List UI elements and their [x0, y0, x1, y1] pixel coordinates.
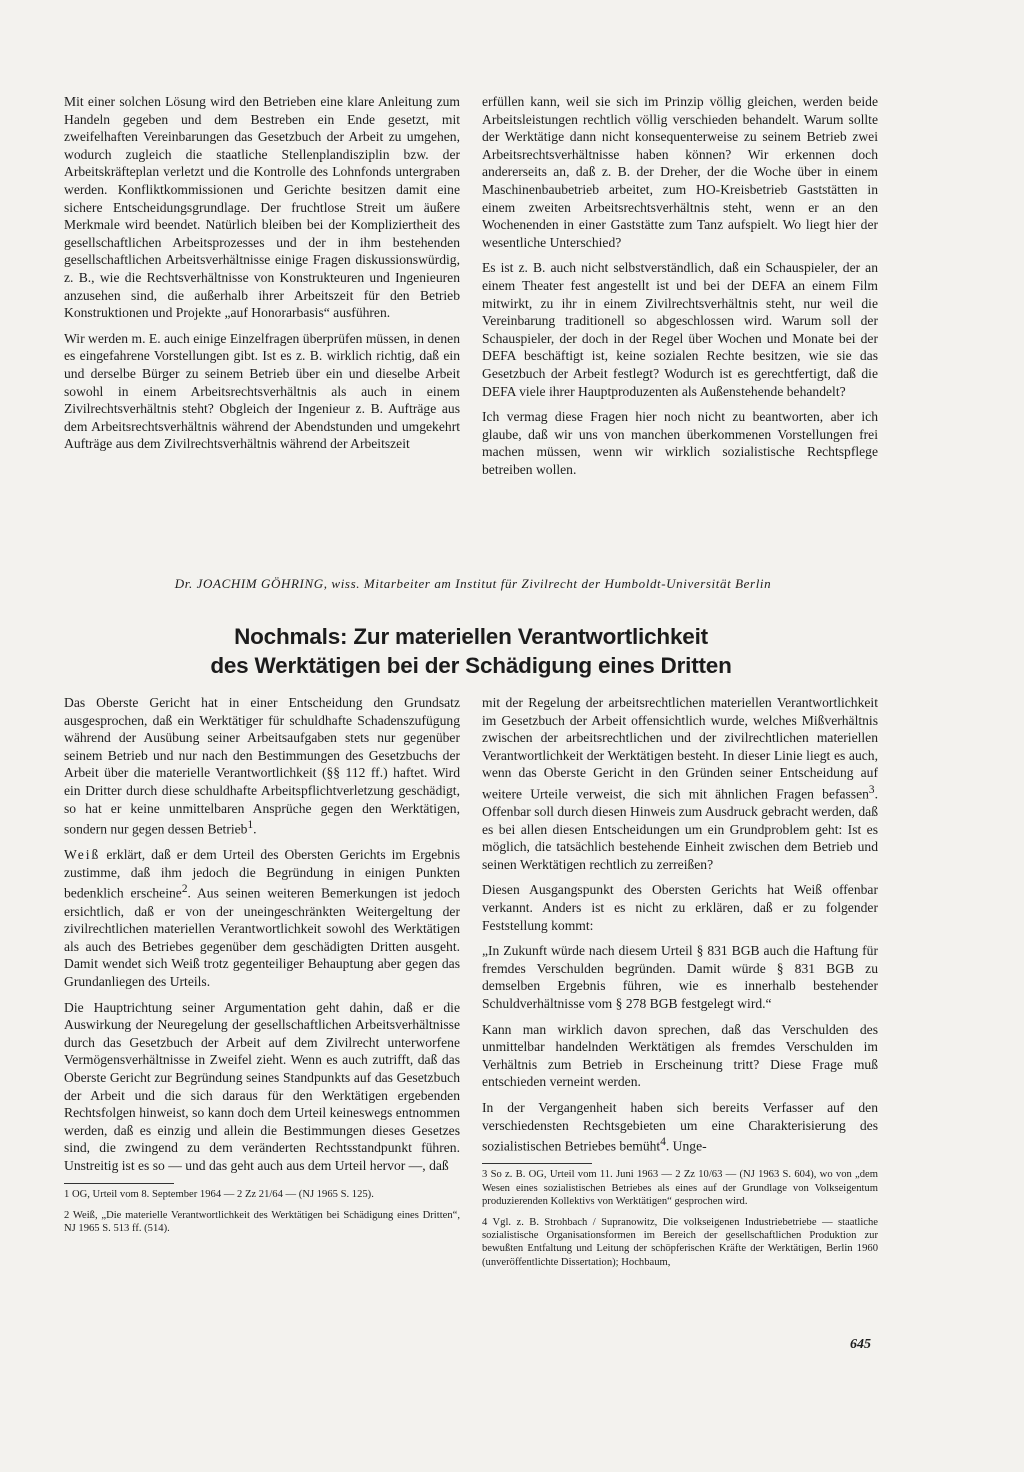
paragraph: Es ist z. B. auch nicht selbstverständlich, daß ein Schauspieler, der an einem Theater fest angestellt ist und bei der DEFA an einem Film mitwirkt, zu ihr in einem Zivilrechtsverhältnis steht, nur weil die Vereinbarung traditionell so abgeschlossen wird. Warum soll der Schauspieler, der doch in der Regel über Wochen und Monate bei der DEFA beschäftigt ist, keine sozialen Rechte besitzen, wie sie das Gesetzbuch der Arbeit festlegt? Wodurch ist es gerechtfertigt, daß die DEFA viele ihrer Hauptproduzenten als Außenstehende behandelt? — [482, 260, 878, 399]
page-number: 645 — [850, 1337, 871, 1352]
paragraph: Mit einer solchen Lösung wird den Betrieben eine klare Anleitung zum Handeln gegeben und dem Bestreben ein Ende gesetzt, mit zweifelhaften Vereinbarungen das Gesetzbuch der Arbeit zu umgehen, wodurch zugleich die staatliche Stellenplandisziplin bzw. der Arbeitskräfteplan verletzt und die Kontrolle des Lohnfonds untergraben werden. Konfliktkommissionen und Gerichte besitzen damit eine sichere Entscheidungsgrundlage. Der fruchtlose Streit um äußere Merkmale wird beendet. Natürlich bleiben bei der Kompliziertheit des gesellschaftlichen Arbeitsprozesses und der in ihm bestehenden gesellschaftlichen Arbeitsverhältnisse einige Fragen diskussionswürdig, z. B., wie die Rechtsverhältnisse von Konstrukteuren und Ingenieuren anzusehen sind, die außerhalb ihrer Arbeitszeit für den Betrieb Konstruktionen und Projekte „auf Honorarbasis“ ausführen. — [64, 94, 460, 321]
article-column-3 — [64, 694, 460, 1243]
article-column-4 — [482, 694, 878, 1277]
paragraph: Kann man wirklich davon sprechen, daß das Verschulden des unmittelbar handelnden Werktätigen als fremdes Verschulden im Verhältnis zum Betrieb in Erscheinung tritt? Diese Frage muß entschieden verneint werden. — [482, 1021, 878, 1090]
block-quote: „In Zukunft würde nach diesem Urteil § 831 BGB auch die Haftung für fremdes Verschulden begründen. Damit würde § 831 BGB zu demselben Ergebnis führen, wie es innerhalb bestehender Schuldverhältnisse vom § 278 BGB festgelegt wird.“ — [482, 943, 878, 1012]
footnote: 4 Vgl. z. B. Strohbach / Supranowitz, Die volkseigenen Industriebetriebe — staatliche sozialistische Organisationsformen im Bereich der gesellschaftlichen Produktion zur bewußten Entfaltung und Leitung der schöpferischen Kräfte der Werktätigen, Berlin 1960 (unveröffentlichte Dissertation); Hochbaum, — [482, 1216, 878, 1268]
title-line: des Werktätigen bei der Schädigung eines Dritten — [210, 653, 732, 678]
footnote-ref: 4 — [660, 1136, 666, 1149]
paragraph: Die Hauptrichtung seiner Argumentation geht dahin, daß er die Auswirkung der Neuregelung der gesellschaftlichen Arbeitsverhältnisse durch das Gesetzbuch der Arbeit auf dem Zivilrecht unterworfene Vermögensverhältnisse in Zweifel zieht. Wenn es auch zutrifft, daß das Oberste Gericht zur Begründung seines Standpunkts auf das Gesetzbuch der Arbeit und die sich daraus für den Werktätigen ergebenden Rechtsfolgen hinweist, so kann doch dem Urteil keineswegs entnommen werden, daß es einzig und allein die Bestimmungen dieses Gesetzes sind, die zwingend zu dem veränderten Rechtsstandpunkt führen. Unstreitig ist es so — und das geht auch aus dem Urteil hervor —, daß — [64, 999, 460, 1173]
author-name: Weiß — [64, 847, 101, 863]
footnote: 1 OG, Urteil vom 8. September 1964 — 2 Zz 21/64 — (NJ 1965 S. 125). — [64, 1188, 374, 1200]
paragraph: Ich vermag diese Fragen hier noch nicht zu beantworten, aber ich glaube, daß wir uns von manchen überkommenen Vorstellungen frei machen müssen, wenn wir wirklich sozialistische Rechtspflege betreiben wollen. — [482, 409, 878, 477]
footnote-ref: 1 — [247, 819, 254, 832]
article-title — [64, 622, 878, 680]
footnote-rule — [64, 1183, 174, 1184]
footnote-ref: 2 — [181, 883, 188, 896]
paragraph: In der Vergangenheit haben sich bereits Verfasser auf den verschiedensten Rechtsgebieten um eine Charakterisierung des sozialistischen Betriebes bemüht$^4$. Unge- — [482, 1100, 878, 1154]
paragraph: Wir werden m. E. auch einige Einzelfragen überprüfen müssen, in denen es eingefahrene Vorstellungen gibt. Ist es z. B. wirklich richtig, daß ein und derselbe Bürger zu seinem Betrieb über ein und dieselbe Arbeit sowohl in einem Arbeitsrechtsverhältnis als auch in einem Zivilrechtsverhältnis steht? Obgleich der Ingenieur z. B. Aufträge aus dem Arbeitsrechtsverhältnis während der Abendstunden und umgekehrt Aufträge aus dem Zivilrechtsverhältnis während der Arbeitszeit — [64, 330, 460, 452]
article-column-1 — [64, 93, 460, 461]
paragraph: Weiß erklärt, daß er dem Urteil des Obersten Gerichts im Ergebnis zustimme, daß ihm jedoch die Begründung in einigen Punkten bedenklich erscheine$^2$. Aus seinen weiteren Bemerkungen ist jedoch ersichtlich, daß er von der uneingeschränkten Weitergeltung der zivilrechtlichen materiellen Verantwortlichkeit sowohl des Werktätigen als auch des Betriebes gegenüber dem geschädigten Dritten ausgeht. Damit wendet sich Weiß trotz gegenteiliger Behauptung aber gegen das Grundanliegen des Urteils. — [64, 847, 460, 989]
paragraph: Das Oberste Gericht hat in einer Entscheidung den Grundsatz ausgesprochen, daß ein Werktätiger für schuldhafte Schadenszufügung während der Ausübung seiner Arbeitsaufgaben stets nur gegenüber seinem Betrieb und nur nach den Bestimmungen des Gesetzbuchs der Arbeit über die materielle Verantwortlichkeit (§§ 112 ff.) haftet. Wird ein Dritter durch diese schuldhafte Arbeitspflichtverletzung geschädigt, so hat er keine unmittelbaren Ansprüche gegen den Werktätigen, sondern nur gegen dessen Betrieb$^1$. — [64, 695, 460, 837]
title-line: Nochmals: Zur materiellen Verantwortlichkeit — [234, 624, 708, 649]
article-column-2 — [482, 93, 878, 486]
paragraph: mit der Regelung der arbeitsrechtlichen materiellen Verantwortlichkeit im Gesetzbuch der Arbeit offensichtlich wurde, welches Mißverhältnis zwischen der arbeitsrechtlichen und der zivilrechtlichen materiellen Verantwortlichkeit der Werktätigen besteht. In dieser Linie liegt es auch, wenn das Oberste Gericht in den Gründen seiner Entscheidung auf weitere Urteile verweist, die sich mit ähnlichen Fragen befassen$^3$. Offenbar soll durch diesen Hinweis zum Ausdruck gebracht werden, daß es bei allen diesen Entscheidungen um ein Grundproblem geht: Ist es möglich, die tatsächlich bestehende Einheit zwischen dem Betrieb und seinen Werktätigen rechtlich zu zerreißen? — [482, 695, 878, 872]
paragraph: Diesen Ausgangspunkt des Obersten Gerichts hat Weiß offenbar verkannt. Anders ist es nicht zu erklären, daß er zu folgender Feststellung kommt: — [482, 882, 878, 933]
paragraph: erfüllen kann, weil sie sich im Prinzip völlig gleichen, werden beide Arbeitsleistungen rechtlich völlig verschieden behandelt. Warum sollte der Werktätige dann nicht konsequenterweise zu seinem Betrieb zwei Arbeitsrechtsverhältnisse haben können? Wir erkennen doch andererseits an, daß z. B. der Dreher, der die Woche über in einem Maschinenbaubetrieb arbeitet, zum HO-Kreisbetrieb Gaststätten in einem zweiten Arbeitsrechtsverhältnis steht, wenn er an den Wochenenden in einer Gaststätte zum Tanz aufspielt. Wo liegt hier der wesentliche Unterschied? — [482, 94, 878, 250]
author-byline: Dr. JOACHIM GÖHRING, wiss. Mitarbeiter am Institut für Zivilrecht der Humboldt-Universität Berlin — [174, 576, 772, 591]
footnote-ref: 3 — [868, 783, 875, 796]
footnote-rule — [482, 1163, 592, 1164]
footnote: 3 So z. B. OG, Urteil vom 11. Juni 1963 — 2 Zz 10/63 — (NJ 1963 S. 604), wo von „dem Wesen eines sozialistischen Betriebes als eines auf der Grundlage von Volkseigentum produzierenden Kollektivs von Werktätigen“ gesprochen wird. — [482, 1169, 878, 1207]
footnote: 2 Weiß, „Die materielle Verantwortlichkeit des Werktätigen bei Schädigung eines Dritten“, NJ 1965 S. 513 ff. (514). — [64, 1209, 460, 1234]
